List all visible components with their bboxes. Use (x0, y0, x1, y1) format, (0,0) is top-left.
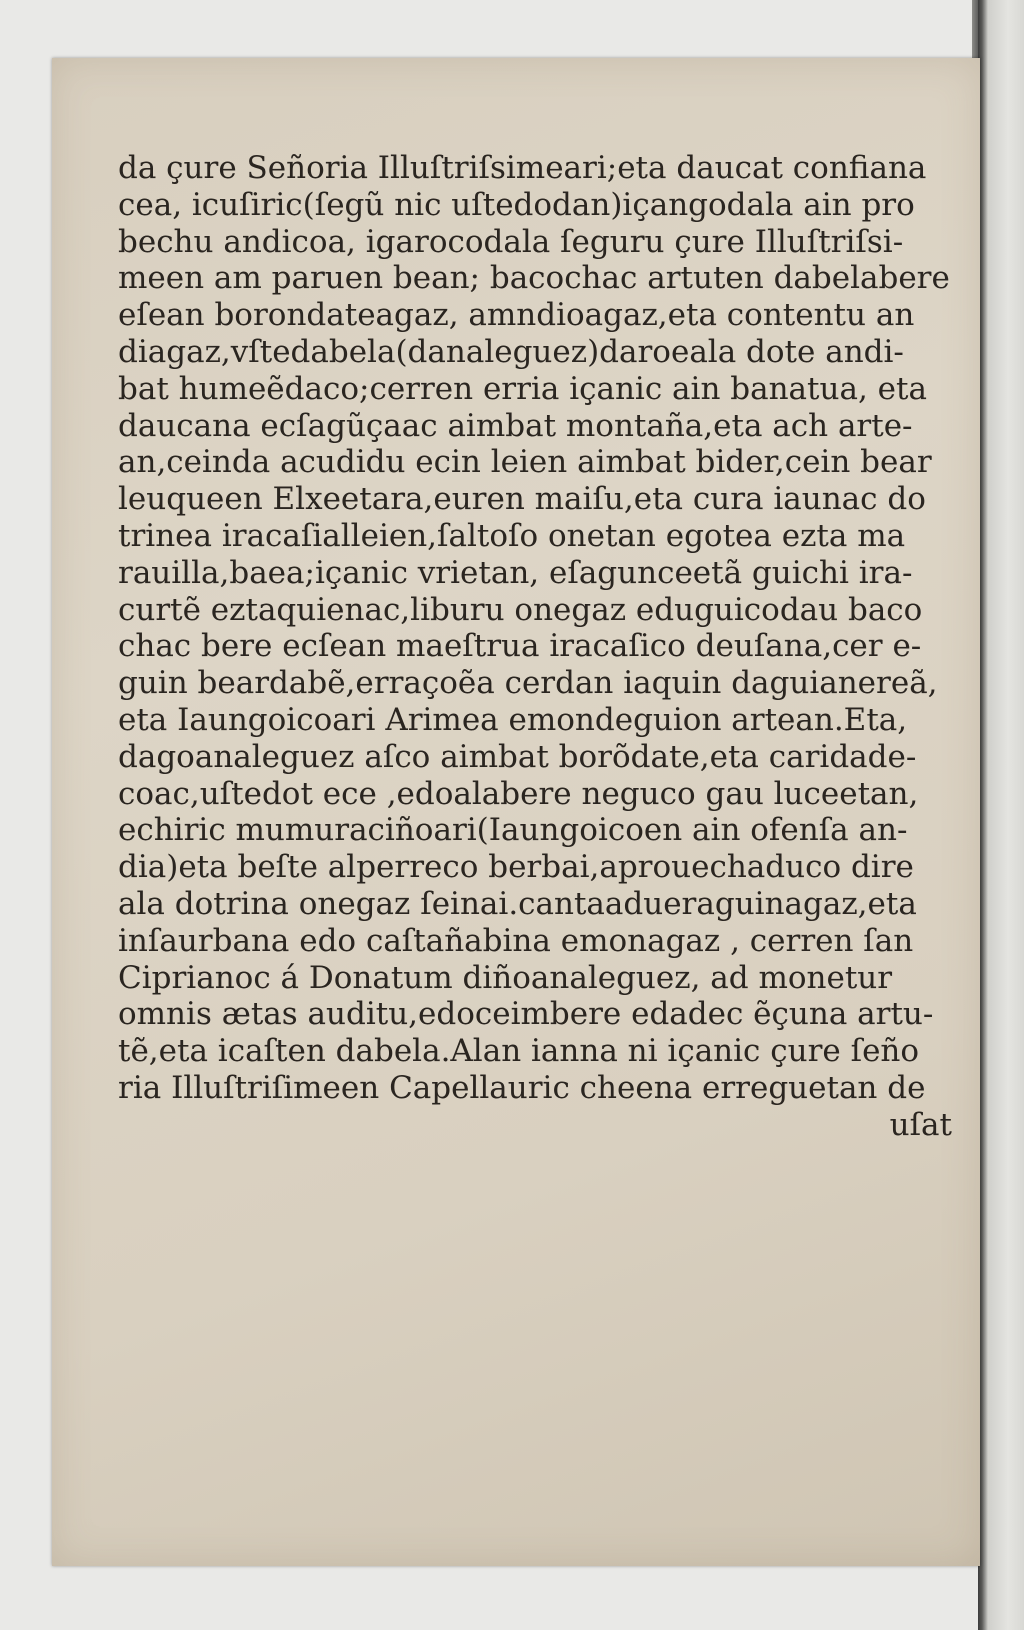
text-line: echiric mumuraciñoari(Iaungoicoen ain ofenſa an- (118, 812, 908, 849)
text-line: curtẽ eztaquienac,liburu onegaz eduguicodau baco (118, 591, 923, 628)
text-line: inſaurbana edo caſtañabina emonagaz , cerren ſan (118, 922, 914, 959)
text-line: dia)eta beſte alperreco berbai,aprouechaduco dire (118, 849, 914, 886)
text-line: omnis ætas auditu,edoceimbere edadec ẽçuna artu- (118, 996, 934, 1033)
text-line: eſean borondateagaz, amndioagaz,eta contentu an (118, 297, 915, 334)
text-line: bechu andicoa, igarocodala ſeguru çure Illuſtriſsi- (118, 223, 904, 260)
text-line: tẽ,eta icaſten dabela.Alan ianna ni içanic çure ſeño (118, 1033, 920, 1070)
text-line: ria Illuſtriſimeen Capellauric cheena erreguetan de (118, 1069, 926, 1106)
catchword: uſat (889, 1106, 952, 1143)
text-line: diagaz,vſtedabela(danaleguez)daroeala dote andi- (118, 333, 904, 370)
text-line: coac,uſtedot ece ,edoalabere neguco gau luceetan, (118, 775, 919, 812)
text-line: eta Iaungoicoari Arimea emondeguion artean.Eta, (118, 701, 908, 738)
page-text (118, 150, 958, 1144)
text-line: cea, icuſiric(ſegũ nic uſtedodan)içangodala ain pro (118, 186, 915, 223)
text-line: ala dotrina onegaz ſeinai.cantaadueraguinagaz,eta (118, 885, 917, 922)
text-line: dagoanaleguez aſco aimbat borõdate,eta caridade- (118, 738, 917, 775)
text-line: Ciprianoc á Donatum diñoanaleguez, ad monetur (118, 959, 893, 996)
book-page (52, 58, 980, 1566)
text-line: daucana ecſagũçaac aimbat montaña,eta ach arte- (118, 407, 913, 444)
book-spine (978, 0, 1024, 1630)
text-line: meen am paruen bean; bacochac artuten dabelabere (118, 260, 950, 297)
text-line: chac bere ecſean maeſtrua iracaſico deuſana,cer e- (118, 628, 922, 665)
text-line: da çure Señoria Illuſtriſsimeari;eta daucat confiana (118, 150, 927, 186)
text-line: guin beardabẽ,erraçoẽa cerdan iaquin daguianereã, (118, 665, 938, 702)
text-line: trinea iracaſialleien,ſaltoſo onetan egotea ezta ma (118, 517, 906, 554)
text-line: an,ceinda acudidu ecin leien aimbat bider,cein bear (118, 444, 932, 481)
text-line: rauilla,baea;içanic vrietan, eſagunceetã guichi ira- (118, 554, 913, 591)
text-line: leuqueen Elxeetara,euren maiſu,eta cura iaunac do (118, 481, 926, 518)
text-line: bat humeẽdaco;cerren erria içanic ain banatua, eta (118, 370, 927, 407)
